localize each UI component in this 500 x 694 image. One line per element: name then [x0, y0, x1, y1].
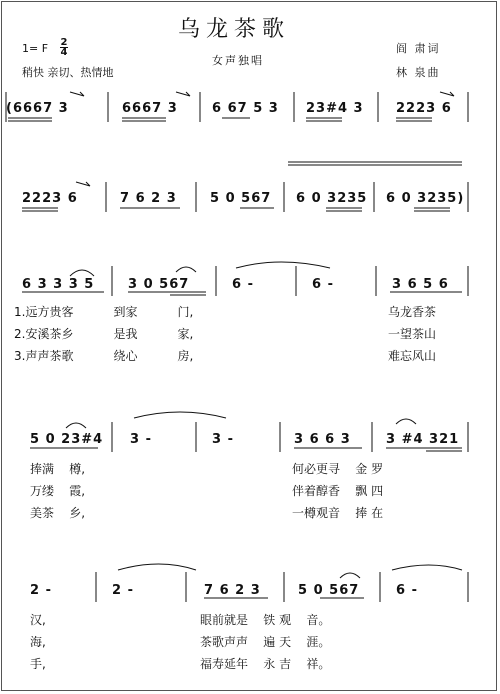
lyric-line: 美茶 乡, [30, 506, 86, 520]
lyric-line: 汉, [30, 613, 46, 627]
measure: 3 6 5 6 [392, 277, 449, 292]
measure: 23#4 3 [306, 101, 364, 116]
measure: 6 0 3235) [386, 191, 465, 206]
voice-type: 女声独唱 [212, 54, 264, 67]
lyric-line-end: 难忘风山 [388, 349, 437, 363]
lyric-line: 手, [30, 657, 46, 671]
song-title: 乌龙茶歌 [178, 17, 291, 42]
measure: 7 6 2 3 [204, 583, 261, 598]
lyric-line-end: 乌龙香茶 [388, 305, 437, 319]
lyricist-credit: 阎 肃词 [396, 42, 441, 55]
measure: 5 0 567 [210, 191, 272, 206]
measure: 3 6 6 3 [294, 432, 351, 447]
composer-credit: 林 泉曲 [396, 66, 441, 79]
measure: 2223 6 [396, 101, 452, 116]
lyric-line: 3.声声茶歌 绕心 房, [14, 349, 194, 363]
time-signature: 2 4 [60, 37, 68, 58]
lyric-line-end: 伴着醇香 飘 四 [292, 484, 384, 498]
measure: 6 - [232, 277, 254, 292]
measure: 6 0 3235 [296, 191, 368, 206]
measure: 6667 3 [122, 101, 178, 116]
measure: 2 - [30, 583, 52, 598]
measure: 7 6 2 3 [120, 191, 177, 206]
measure: 3 0 567 [128, 277, 190, 292]
lyric-line-end: 何必更寻 金 罗 [292, 462, 384, 476]
lyric-line-end: 茶歌声声 遍 天 涯。 [200, 635, 331, 649]
lyric-line-end: 福寿延年 永 吉 祥。 [200, 657, 331, 671]
measure: 5 0 23#4 [30, 432, 104, 447]
measure: (6667 3 [6, 101, 69, 116]
measure: 3 - [212, 432, 234, 447]
key-signature: 1= F [22, 42, 49, 55]
measure: 5 0 567 [298, 583, 360, 598]
lyric-line: 海, [30, 635, 46, 649]
lyric-line-end: 眼前就是 铁 观 音。 [200, 613, 331, 627]
measure: 2223 6 [22, 191, 78, 206]
measure: 6 3 3 3 5 [22, 277, 95, 292]
measure: 3 - [130, 432, 152, 447]
lyric-line: 2.安溪茶乡 是我 家, [14, 327, 194, 341]
measure: 6 - [396, 583, 418, 598]
measure: 3 #4 321 [386, 432, 460, 447]
lyric-line: 1.远方贵客 到家 门, [14, 305, 194, 319]
tempo-marking: 稍快 亲切、热情地 [22, 66, 114, 79]
measure: 6 - [312, 277, 334, 292]
measure: 6 67 5 3 [212, 101, 279, 116]
lyric-line-end: 一樽观音 捧 在 [292, 506, 384, 520]
measure: 2 - [112, 583, 134, 598]
lyric-line: 捧满 樽, [30, 462, 86, 476]
lyric-line-end: 一望茶山 [388, 327, 437, 341]
lyric-line: 万缕 霞, [30, 484, 86, 498]
